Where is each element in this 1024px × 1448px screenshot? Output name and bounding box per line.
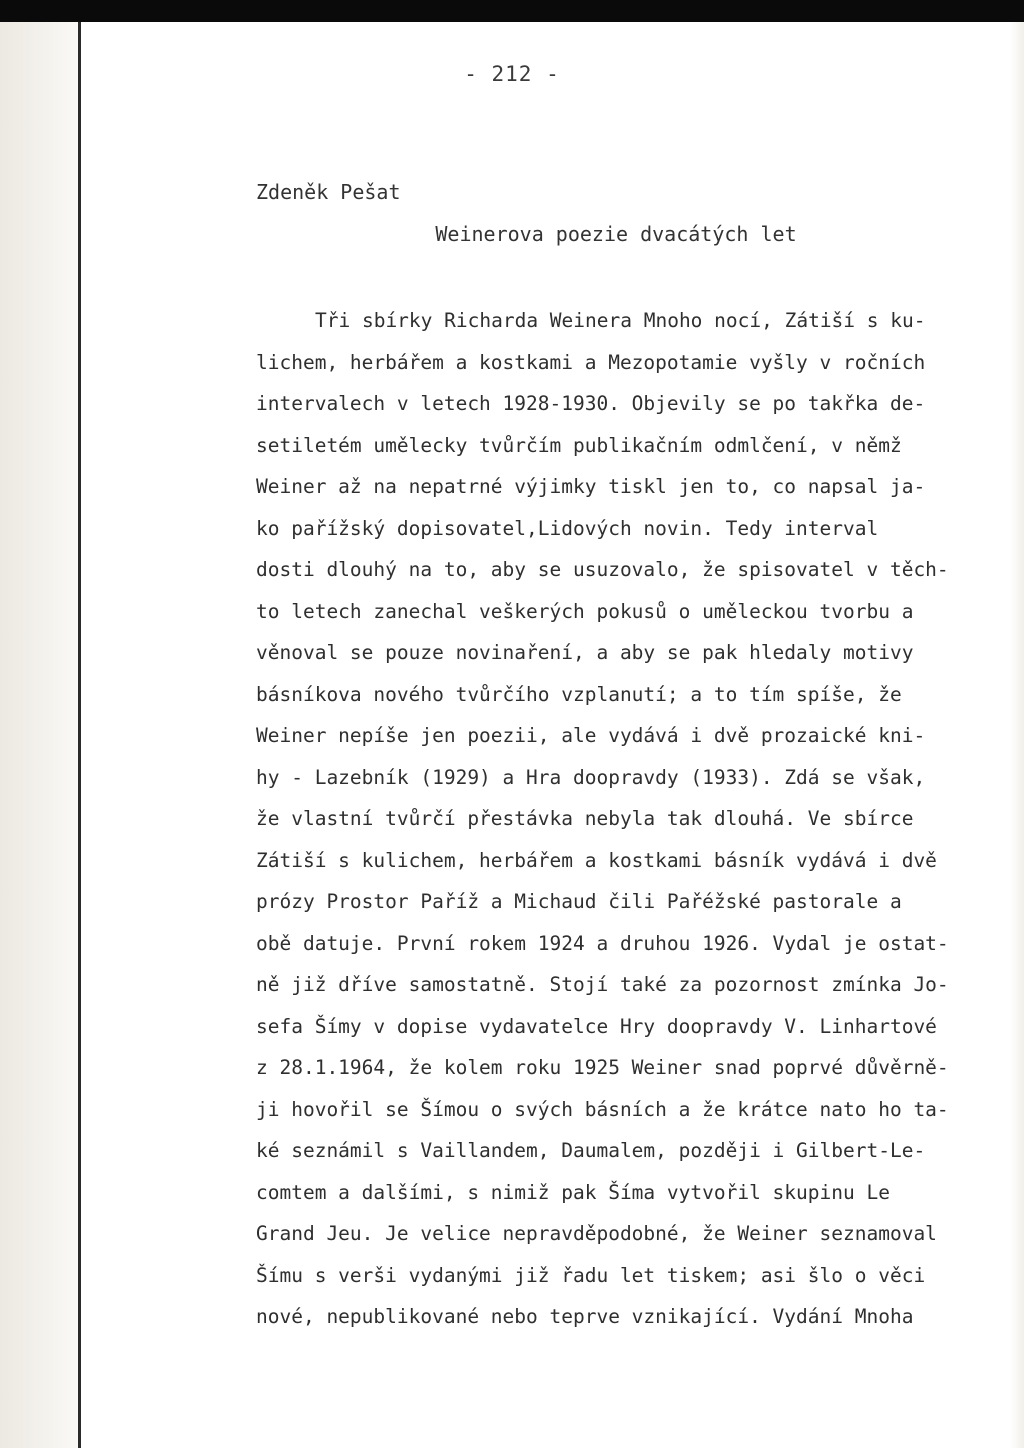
page-number: - 212 - bbox=[464, 62, 560, 86]
body-line: básníkova nového tvůrčího vzplanutí; a to tím spíše, že bbox=[256, 682, 902, 706]
body-line: ké seznámil s Vaillandem, Daumalem, později i Gilbert-Le- bbox=[256, 1139, 926, 1162]
body-line: že vlastní tvůrčí přestávka nebyla tak dlouhá. Ve sbírce bbox=[256, 807, 914, 830]
page-left-margin bbox=[0, 22, 78, 1448]
body-line: lichem, herbářem a kostkami a Mezopotamie vyšly v ročních bbox=[256, 350, 926, 374]
body-line: Weiner nepíše jen poezii, ale vydává i dvě prozaické kni- bbox=[256, 724, 926, 747]
body-line: ji hovořil se Šímou o svých básních a že krátce nato ho ta- bbox=[256, 1097, 949, 1121]
body-line: Zátiší s kulichem, herbářem a kostkami básník vydává i dvě bbox=[256, 848, 937, 872]
article-title: Weinerova poezie dvacátých let bbox=[435, 222, 797, 246]
body-line: setiletém umělecky tvůrčím publikačním odmlčení, v němž bbox=[256, 433, 902, 457]
body-line: obě datuje. První rokem 1924 a druhou 1926. Vydal je ostat- bbox=[256, 931, 949, 955]
body-line: ně již dříve samostatně. Stojí také za pozornost zmínka Jo- bbox=[256, 973, 949, 996]
body-line: Šímu s verši vydanými již řadu let tiskem; asi šlo o věci bbox=[256, 1263, 926, 1287]
page-right-edge bbox=[1010, 22, 1024, 1448]
body-line: prózy Prostor Paříž a Michaud čili Pařéžské pastorale a bbox=[256, 890, 902, 913]
body-line: hy - Lazebník (1929) a Hra doopravdy (1933). Zdá se však, bbox=[256, 765, 926, 789]
body-line: sefa Šímy v dopise vydavatelce Hry doopravdy V. Linhartové bbox=[256, 1014, 937, 1038]
body-line: comtem a dalšími, s nimiž pak Šíma vytvořil skupinu Le bbox=[256, 1180, 890, 1204]
body-text bbox=[256, 300, 996, 1338]
body-line: Grand Jeu. Je velice nepravděpodobné, že Weiner seznamoval bbox=[256, 1222, 937, 1245]
body-line: ko pařížský dopisovatel,Lidových novin. Tedy interval bbox=[256, 516, 879, 540]
body-line: intervalech v letech 1928-1930. Objevily se po takřka de- bbox=[256, 392, 926, 415]
binding-edge-line bbox=[78, 22, 81, 1448]
author-name: Zdeněk Pešat bbox=[256, 180, 401, 204]
body-line: z 28.1.1964, že kolem roku 1925 Weiner snad poprvé důvěrně- bbox=[256, 1056, 949, 1079]
body-line: dosti dlouhý na to, aby se usuzovalo, že spisovatel v těch- bbox=[256, 558, 949, 581]
body-line: nové, nepublikované nebo teprve vznikající. Vydání Mnoha bbox=[256, 1305, 914, 1328]
body-line: věnoval se pouze novinaření, a aby se pak hledaly motivy bbox=[256, 641, 914, 664]
scan-top-border bbox=[0, 0, 1024, 22]
body-line: Weiner až na nepatrné výjimky tiskl jen to, co napsal ja- bbox=[256, 475, 926, 498]
body-line: to letech zanechal veškerých pokusů o uměleckou tvorbu a bbox=[256, 599, 914, 623]
body-line: Tři sbírky Richarda Weinera Mnoho nocí, Zátiší s ku- bbox=[315, 309, 926, 332]
